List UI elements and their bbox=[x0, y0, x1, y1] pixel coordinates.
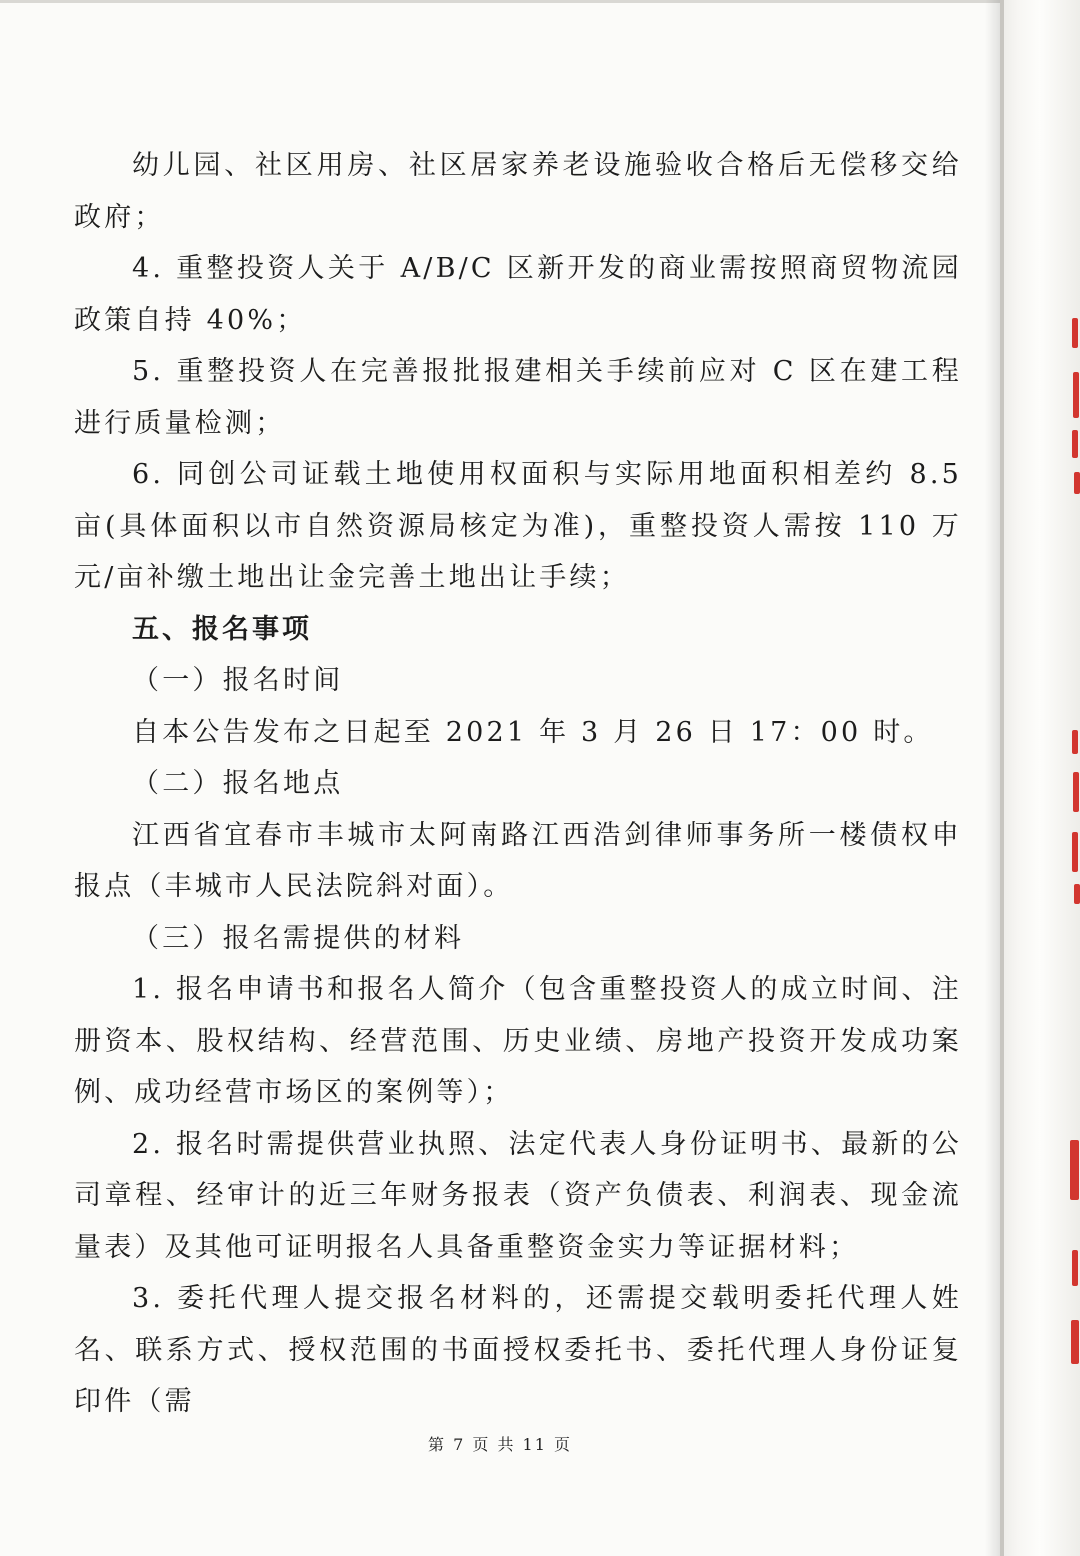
paragraph-item-4: 4. 重整投资人关于 A/B/C 区新开发的商业需按照商贸物流园政策自持 40%； bbox=[74, 253, 962, 336]
paragraph-registration-location: 江西省宜春市丰城市太阿南路江西浩剑律师事务所一楼债权申报点（丰城市人民法院斜对面）。 bbox=[74, 819, 962, 902]
seal-bleed-mark bbox=[1072, 730, 1078, 754]
seal-bleed-mark bbox=[1073, 372, 1079, 418]
subheading-registration-location: （二）报名地点 bbox=[132, 768, 344, 799]
binding-edge bbox=[1000, 0, 1080, 1556]
subheading-registration-time: （一）报名时间 bbox=[132, 665, 344, 696]
seal-bleed-mark bbox=[1072, 1250, 1078, 1286]
page-number-footer: 第 7 页 共 11 页 bbox=[428, 1435, 572, 1454]
paragraph-material-1: 1. 报名申请书和报名人简介（包含重整投资人的成立时间、注册资本、股权结构、经营范围、历史业绩、房地产投资开发成功案例、成功经营市场区的案例等）； bbox=[74, 974, 962, 1108]
page-top-edge bbox=[0, 0, 1000, 3]
seal-bleed-mark bbox=[1071, 1320, 1079, 1364]
seal-bleed-mark bbox=[1072, 832, 1078, 872]
subheading-required-materials: （三）报名需提供的材料 bbox=[132, 922, 465, 954]
seal-bleed-mark bbox=[1072, 430, 1078, 458]
seal-bleed-mark bbox=[1074, 884, 1080, 904]
paragraph-material-2: 2. 报名时需提供营业执照、法定代表人身份证明书、最新的公司章程、经审计的近三年财务报表（资产负债表、利润表、现金流量表）及其他可证明报名人具备重整资金实力等证据材料； bbox=[74, 1128, 962, 1263]
seal-bleed-mark bbox=[1073, 772, 1079, 812]
page-fold-shadow bbox=[985, 0, 1000, 1556]
paragraph-item-6: 6. 同创公司证载土地使用权面积与实际用地面积相差约 8.5 亩(具体面积以市自然资源局核定为准)，重整投资人需按 110 万元/亩补缴土地出让金完善土地出让手续； bbox=[74, 459, 962, 593]
paragraph-handover: 幼儿园、社区用房、社区居家养老设施验收合格后无偿移交给政府； bbox=[74, 150, 962, 233]
seal-bleed-mark bbox=[1072, 318, 1078, 348]
binding-spine bbox=[1000, 0, 1004, 1556]
paragraph-material-3: 3. 委托代理人提交报名材料的，还需提交载明委托代理人姓名、联系方式、授权范围的书面授权委托书、委托代理人身份证复印件（需 bbox=[74, 1283, 962, 1417]
section-heading-registration: 五、报名事项 bbox=[132, 613, 312, 645]
paragraph-item-5: 5. 重整投资人在完善报批报建相关手续前应对 C 区在建工程进行质量检测； bbox=[74, 356, 962, 439]
paragraph-registration-time: 自本公告发布之日起至 2021 年 3 月 26 日 17：00 时。 bbox=[132, 716, 934, 748]
seal-bleed-mark bbox=[1074, 472, 1080, 494]
seal-bleed-mark bbox=[1070, 1140, 1079, 1200]
body-text bbox=[74, 140, 962, 1428]
